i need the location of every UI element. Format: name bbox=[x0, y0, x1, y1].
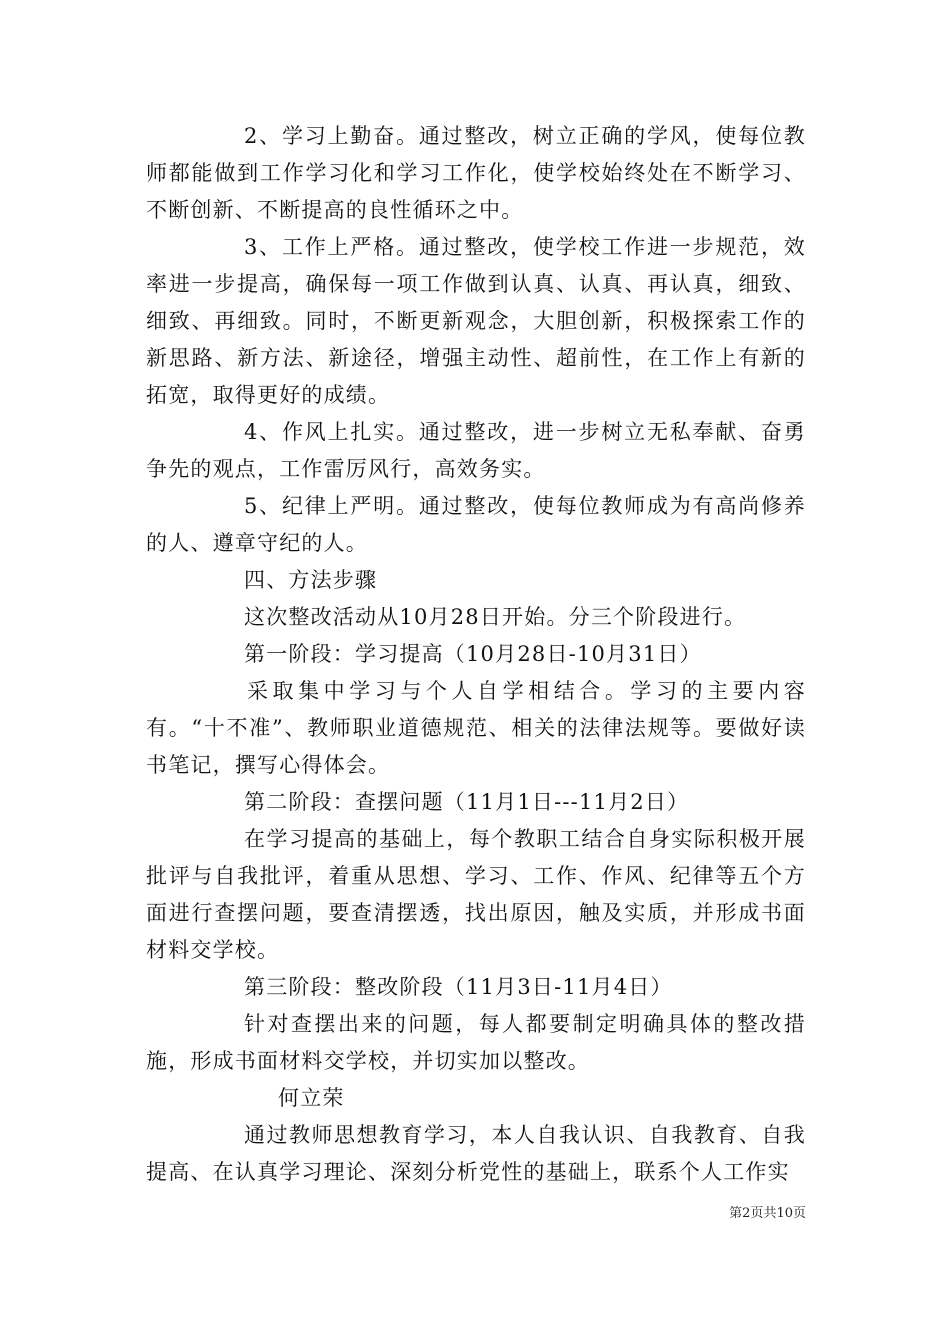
stage-two-heading: 第二阶段：查摆问题（11月1日---11月2日） bbox=[244, 790, 690, 814]
paragraph-work: 3、工作上严格。通过整改，使学校工作进一步规范，效率进一步提高，确保每一项工作做到认真、认真、再认真，细致、细致、再细致。同时，不断更新观念，大胆创新，积极探索工作的新思路、新方法、新途径，增强主动性、超前性，在工作上有新的拓宽，取得更好的成绩。 bbox=[146, 235, 806, 407]
paragraph-stage-three: 针对查摆出来的问题，每人都要制定明确具体的整改措施，形成书面材料交学校，并切实加以整改。 bbox=[146, 1012, 806, 1073]
paragraph-discipline: 5、纪律上严明。通过整改，使每位教师成为有高尚修养的人、遵章守纪的人。 bbox=[146, 494, 806, 555]
paragraph-study: 2、学习上勤奋。通过整改，树立正确的学风，使每位教师都能做到工作学习化和学习工作化，使学校始终处在不断学习、不断创新、不断提高的良性循环之中。 bbox=[146, 124, 806, 222]
paragraph-schedule: 这次整改活动从10月28日开始。分三个阶段进行。 bbox=[244, 605, 747, 629]
paragraph-style: 4、作风上扎实。通过整改，进一步树立无私奉献、奋勇争先的观点，工作雷厉风行，高效务实。 bbox=[146, 420, 806, 481]
page-number: 第2页共10页 bbox=[729, 1206, 806, 1221]
body-text bbox=[146, 118, 806, 1191]
stage-one-heading: 第一阶段：学习提高（10月28日-10月31日） bbox=[244, 642, 702, 666]
section-heading-methods: 四、方法步骤 bbox=[244, 568, 378, 592]
paragraph-reflection: 通过教师思想教育学习，本人自我认识、自我教育、自我提高、在认真学习理论、深刻分析党性的基础上，联系个人工作实 bbox=[146, 1123, 806, 1184]
paragraph-stage-one: 采取集中学习与个人自学相结合。学习的主要内容有。“十不准”、教师职业道德规范、相关的法律法规等。要做好读书笔记，撰写心得体会。 bbox=[146, 679, 806, 777]
author-name: 何立荣 bbox=[278, 1086, 345, 1110]
paragraph-stage-two: 在学习提高的基础上，每个教职工结合自身实际积极开展批评与自我批评，着重从思想、学习、工作、作风、纪律等五个方面进行查摆问题，要查清摆透，找出原因，触及实质，并形成书面材料交学校。 bbox=[146, 827, 806, 962]
stage-three-heading: 第三阶段：整改阶段（11月3日-11月4日） bbox=[244, 975, 673, 999]
